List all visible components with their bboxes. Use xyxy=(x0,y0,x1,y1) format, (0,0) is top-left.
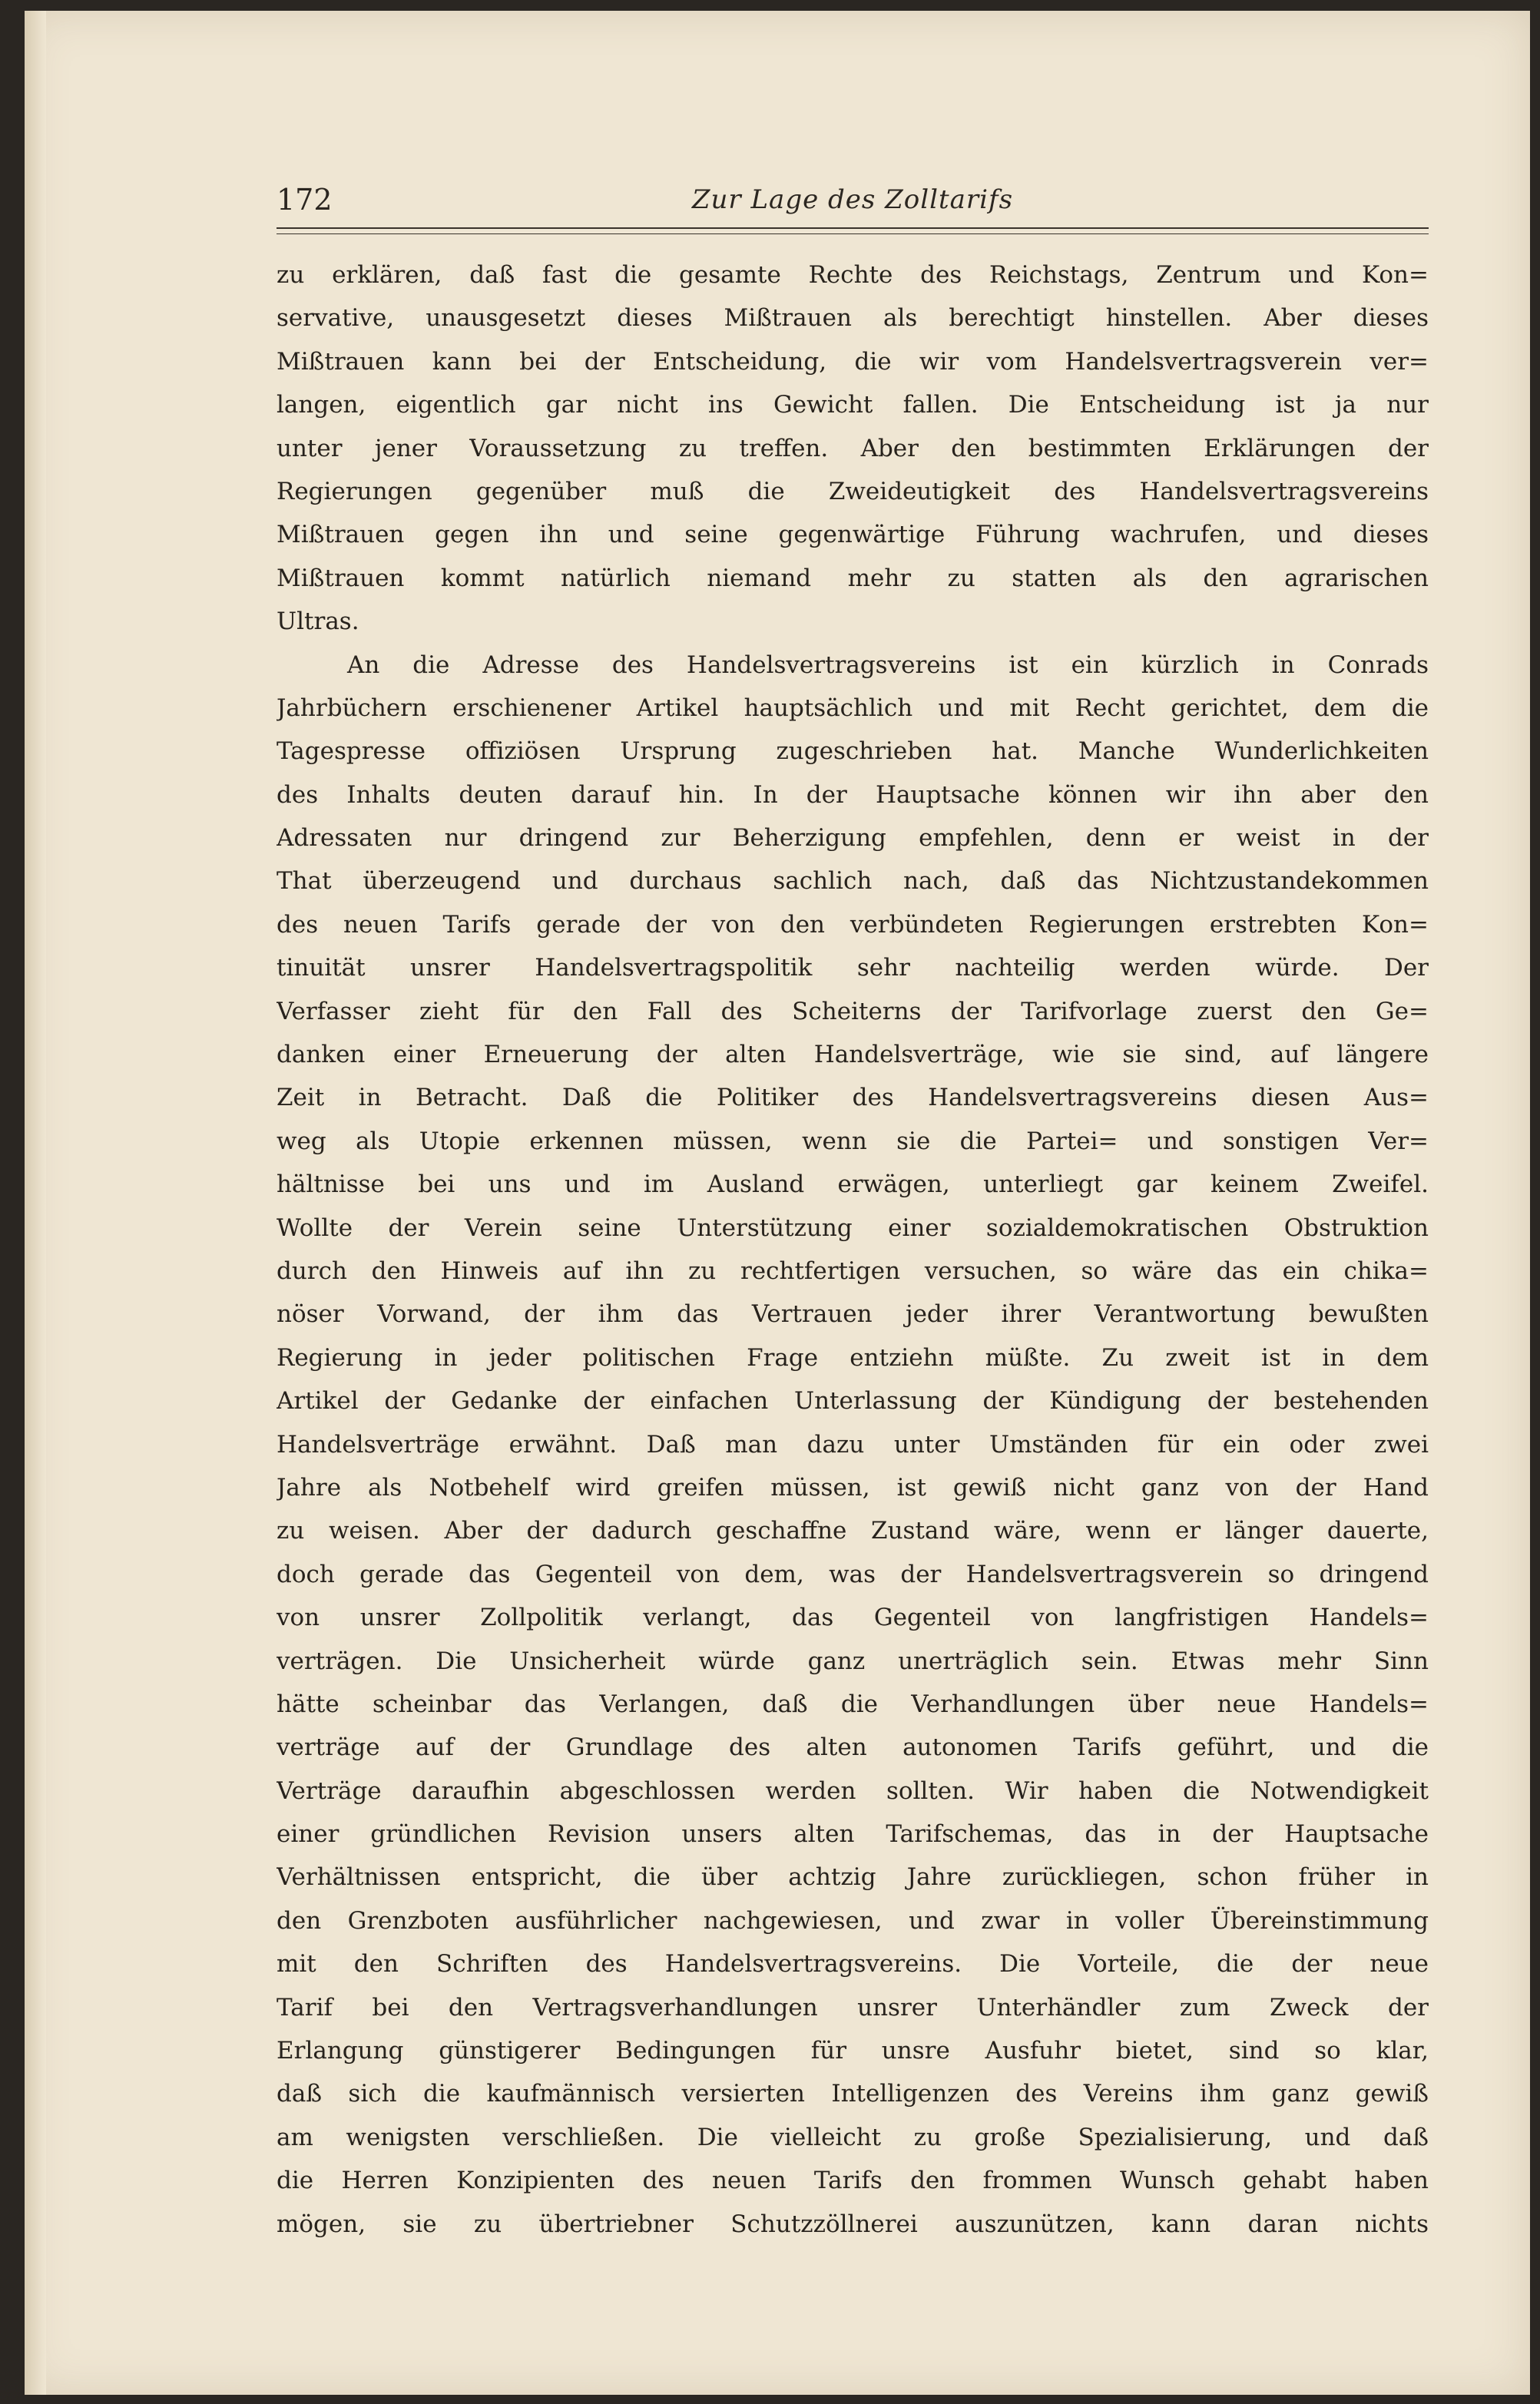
text-line: des Inhalts deuten darauf hin. In der Hauptsache können wir ihn aber den xyxy=(277,780,1429,809)
text-line: hältnisse bei uns und im Ausland erwägen, unterliegt gar keinem Zweifel. xyxy=(277,1171,1429,1199)
text-line: mit den Schriften des Handelsvertragsvereins. Die Vorteile, die der neue xyxy=(277,1950,1429,1978)
page-header xyxy=(277,183,1429,229)
text-line: verträgen. Die Unsicherheit würde ganz unerträglich sein. Etwas mehr Sinn xyxy=(277,1647,1429,1675)
text-line: zu erklären, daß fast die gesamte Rechte des Reichstags, Zentrum und Kon= xyxy=(277,261,1429,289)
running-title: Zur Lage des Zolltarifs xyxy=(691,184,1014,215)
text-line: weg als Utopie erkennen müssen, wenn sie die Partei= und sonstigen Ver= xyxy=(277,1127,1429,1155)
text-line: von unsrer Zollpolitik verlangt, das Gegenteil von langfristigen Handels= xyxy=(277,1604,1429,1632)
text-line: des neuen Tarifs gerade der von den verbündeten Regierungen erstrebten Kon= xyxy=(277,910,1429,939)
page-gutter-shadow xyxy=(25,11,46,2395)
text-line: Handelsverträge erwähnt. Daß man dazu unter Umständen für ein oder zwei xyxy=(277,1430,1429,1459)
text-line: am wenigsten verschließen. Die vielleicht zu große Spezialisierung, und daß xyxy=(277,2123,1429,2151)
text-line: mögen, sie zu übertriebner Schutzzöllnerei auszunützen, kann daran nichts xyxy=(277,2210,1429,2238)
text-line: Mißtrauen kommt natürlich niemand mehr zu statten als den agrarischen xyxy=(277,564,1429,592)
text-line: danken einer Erneuerung der alten Handelsverträge, wie sie sind, auf längere xyxy=(277,1041,1429,1069)
text-line: daß sich die kaufmännisch versierten Intelligenzen des Vereins ihm ganz gewiß xyxy=(277,2080,1429,2108)
text-line: nöser Vorwand, der ihm das Vertrauen jeder ihrer Verantwortung bewußten xyxy=(277,1300,1429,1329)
text-line: Regierung in jeder politischen Frage entziehn müßte. Zu zweit ist in dem xyxy=(277,1343,1429,1372)
text-line: Wollte der Verein seine Unterstützung einer sozialdemokratischen Obstruktion xyxy=(277,1214,1429,1242)
text-line: An die Adresse des Handelsvertragsvereins ist ein kürzlich in Conrads xyxy=(347,651,1429,679)
text-line: Verhältnissen entspricht, die über achtzig Jahre zurückliegen, schon früher in xyxy=(277,1863,1429,1892)
text-line: tinuität unsrer Handelsvertragspolitik sehr nachteilig werden würde. Der xyxy=(277,954,1429,982)
text-line: die Herren Konzipienten des neuen Tarifs den frommen Wunsch gehabt haben xyxy=(277,2167,1429,2195)
text-line: durch den Hinweis auf ihn zu rechtfertigen versuchen, so wäre das ein chika= xyxy=(277,1257,1429,1285)
body-text xyxy=(277,253,1429,2246)
text-line: doch gerade das Gegenteil von dem, was der Handelsvertragsverein so dringend xyxy=(277,1560,1429,1588)
header-rule-thin xyxy=(277,233,1429,234)
text-line: Jahre als Notbehelf wird greifen müssen, ist gewiß nicht ganz von der Hand xyxy=(277,1473,1429,1502)
text-line: Zeit in Betracht. Daß die Politiker des Handelsvertragsvereins diesen Aus= xyxy=(277,1084,1429,1112)
text-line: Regierungen gegenüber muß die Zweideutigkeit des Handelsvertragsvereins xyxy=(277,477,1429,505)
page-number: 172 xyxy=(277,183,333,217)
text-line: servative, unausgesetzt dieses Mißtrauen als berechtigt hinstellen. Aber dieses xyxy=(277,304,1429,333)
text-line: Ultras. xyxy=(277,608,359,636)
text-line: That überzeugend und durchaus sachlich nach, daß das Nichtzustandekommen xyxy=(277,867,1429,896)
text-line: Tarif bei den Vertragsverhandlungen unsrer Unterhändler zum Zweck der xyxy=(277,1993,1429,2022)
text-line: hätte scheinbar das Verlangen, daß die Verhandlungen über neue Handels= xyxy=(277,1690,1429,1718)
text-line: Jahrbüchern erschienener Artikel hauptsächlich und mit Recht gerichtet, dem die xyxy=(277,694,1429,722)
text-line: Erlangung günstigerer Bedingungen für unsre Ausfuhr bietet, sind so klar, xyxy=(277,2037,1429,2065)
text-line: verträge auf der Grundlage des alten autonomen Tarifs geführt, und die xyxy=(277,1733,1429,1762)
text-line: Artikel der Gedanke der einfachen Unterlassung der Kündigung der bestehenden xyxy=(277,1387,1429,1416)
text-line: Tagespresse offiziösen Ursprung zugeschrieben hat. Manche Wunderlichkeiten xyxy=(277,737,1429,766)
header-rule-thick xyxy=(277,227,1429,229)
text-line: Verfasser zieht für den Fall des Scheiterns der Tarifvorlage zuerst den Ge= xyxy=(277,997,1429,1025)
text-line: Adressaten nur dringend zur Beherzigung empfehlen, denn er weist in der xyxy=(277,824,1429,853)
text-line: den Grenzboten ausführlicher nachgewiesen, und zwar in voller Übereinstimmung xyxy=(277,1906,1429,1935)
text-line: zu weisen. Aber der dadurch geschaffne Zustand wäre, wenn er länger dauerte, xyxy=(277,1517,1429,1545)
text-line: Mißtrauen gegen ihn und seine gegenwärtige Führung wachrufen, und dieses xyxy=(277,521,1429,549)
text-line: einer gründlichen Revision unsers alten Tarifschemas, das in der Hauptsache xyxy=(277,1820,1429,1849)
text-line: Mißtrauen kann bei der Entscheidung, die wir vom Handelsvertragsverein ver= xyxy=(277,347,1429,376)
text-line: Verträge daraufhin abgeschlossen werden sollten. Wir haben die Notwendigkeit xyxy=(277,1777,1429,1805)
text-line: langen, eigentlich gar nicht ins Gewicht fallen. Die Entscheidung ist ja nur xyxy=(277,391,1429,419)
text-line: unter jener Voraussetzung zu treffen. Aber den bestimmten Erklärungen der xyxy=(277,434,1429,462)
